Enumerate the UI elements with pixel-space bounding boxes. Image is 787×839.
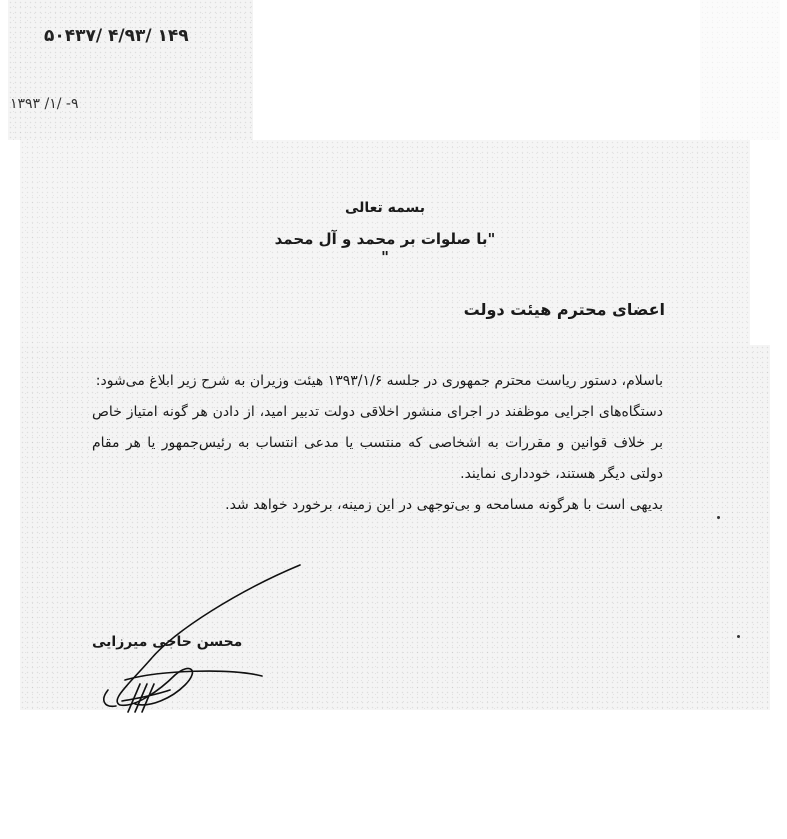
body-paragraph-warning: بدیهی است با هرگونه مسامحه و بی‌توجهی در این زمینه، برخورد خواهد شد. (225, 497, 663, 513)
registration-number: ۵۰۴۳۷/ ۴/۹۳/ ۱۴۹ (44, 26, 189, 46)
scan-speck (717, 516, 720, 519)
registration-date: ۱۳۹۳ /۱/ -۹ (10, 96, 79, 112)
signer-name: محسن حاجی میرزایی (92, 634, 243, 650)
salawat-heading: "با صلوات بر محمد و آل محمد " (274, 230, 496, 266)
body-paragraph-intro: باسلام، دستور ریاست محترم جمهوری در جلسه ۱۳۹۳/۱/۶ هیئت وزیران به شرح زیر ابلاغ می‌شود: (95, 373, 663, 389)
body-paragraph-directive: دستگاه‌های اجرایی موظفند در اجرای منشور اخلاقی دولت تدبیر امید، از دادن هر گونه امتیاز خاص بر خلاف قوانین و مقررات به اشخاصی که منتسب یا مدعی انتساب به رئیس‌جمهور یا هر مقام دولتی دیگر هستند، خودداری نمایند. (92, 404, 663, 482)
letter-body (92, 366, 663, 521)
basmala-heading: بسمه تعالی (344, 200, 426, 216)
addressee-line: اعضای محترم هیئت دولت (463, 300, 665, 319)
scan-speck (737, 635, 740, 638)
scan-background-top-left (8, 0, 253, 140)
scan-background-top-right (700, 0, 780, 140)
